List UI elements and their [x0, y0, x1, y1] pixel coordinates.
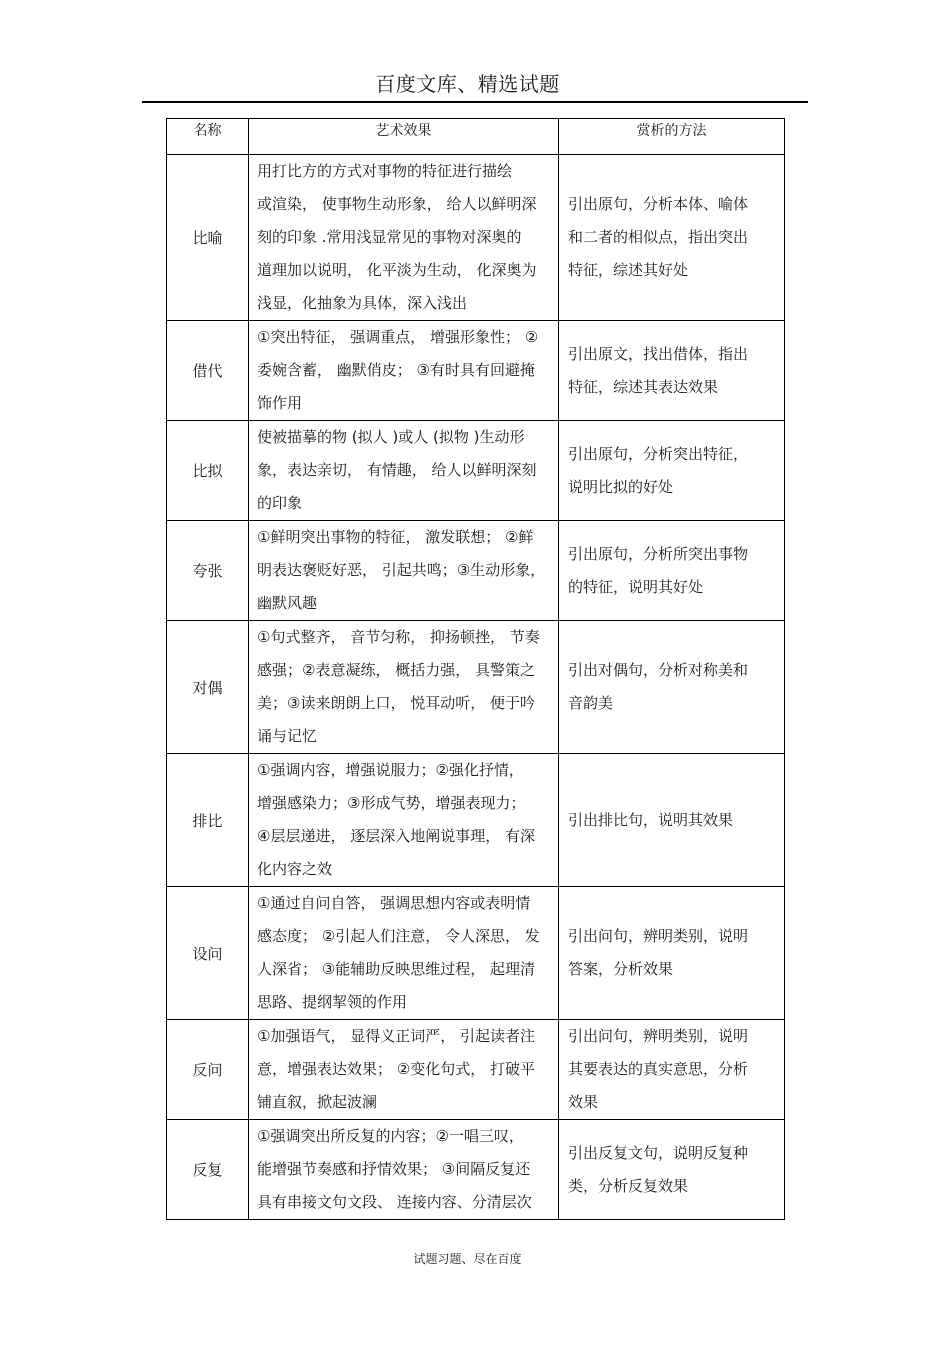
art-effect-line: ①加强语气， 显得义正词严， 引起读者注 [257, 1027, 535, 1045]
appreciation-method-cell [559, 754, 785, 887]
art-effect-line: 具有串接文句文段、 连接内容、分清层次 [257, 1193, 532, 1211]
table-row [167, 321, 785, 421]
art-effect-cell [249, 421, 559, 521]
rhetoric-name-cell: 反复 [167, 1120, 249, 1220]
art-effect-line: 人深省； ③能辅助反映思维过程， 起理清 [257, 960, 535, 978]
appreciation-method-line: 其要表达的真实意思，分析 [568, 1060, 749, 1078]
appreciation-method-line: 说明比拟的好处 [568, 477, 674, 496]
appreciation-method-line: 引出原句，分析突出特征， [568, 444, 749, 463]
table-row [167, 155, 785, 321]
appreciation-method-line: 引出问句，辨明类别，说明 [568, 927, 749, 945]
art-effect-line: 使被描摹的物 (拟人 )或人 (拟物 )生动形 [257, 428, 525, 446]
art-effect-line: 美；③读来朗朗上口， 悦耳动听， 便于吟 [257, 694, 535, 712]
art-effect-line: 用打比方的方式对事物的特征进行描绘 [257, 162, 513, 180]
art-effect-line: 象，表达亲切， 有情趣， 给人以鲜明深刻 [257, 461, 537, 479]
rhetoric-name-cell: 借代 [167, 321, 249, 421]
art-effect-cell [249, 521, 559, 621]
appreciation-method-line: 引出对偶句，分析对称美和 [568, 661, 749, 679]
appreciation-method-line: 效果 [568, 1093, 599, 1111]
art-effect-line: 思路、提纲挈领的作用 [257, 993, 408, 1011]
art-effect-cell [249, 321, 559, 421]
appreciation-method-cell [559, 621, 785, 754]
page-footer: 试题习题、尽在百度 [413, 1252, 522, 1266]
table-row [167, 521, 785, 621]
art-effect-line: 能增强节奏感和抒情效果； ③间隔反复还 [257, 1160, 531, 1178]
appreciation-method-line: 答案，分析效果 [568, 960, 674, 978]
art-effect-line: ①强调内容，增强说服力；②强化抒情， [257, 761, 524, 779]
appreciation-method-cell [559, 1120, 785, 1220]
art-effect-line: ①鲜明突出事物的特征， 激发联想； ②鲜 [257, 528, 534, 546]
appreciation-method-line: 引出反复文句，说明反复种 [568, 1143, 749, 1162]
appreciation-method-line: 引出原句，分析所突出事物 [568, 544, 749, 563]
art-effect-line: 饰作用 [257, 394, 303, 412]
art-effect-line: 感强；②表意凝练， 概括力强， 具警策之 [257, 661, 535, 679]
art-effect-line: 或渲染， 使事物生动形象， 给人以鲜明深 [257, 195, 537, 213]
art-effect-line: ①强调突出所反复的内容；②一唱三叹， [257, 1127, 524, 1145]
rhetoric-name-cell: 比拟 [167, 421, 249, 521]
table-row [167, 887, 785, 1020]
appreciation-method-line: 引出问句，辨明类别，说明 [568, 1027, 749, 1045]
art-effect-line: 铺直叙，掀起波澜 [257, 1093, 378, 1111]
rhetoric-table [166, 118, 785, 1220]
art-effect-line: ①通过自问自答， 强调思想内容或表明情 [257, 894, 531, 912]
appreciation-method-cell [559, 321, 785, 421]
art-effect-line: 化内容之效 [257, 860, 333, 878]
art-effect-line: 诵与记忆 [257, 727, 318, 745]
appreciation-method-cell [559, 421, 785, 521]
table-row [167, 754, 785, 887]
art-effect-line: 感态度； ②引起人们注意， 令人深思， 发 [257, 927, 540, 945]
table-row [167, 421, 785, 521]
table-row [167, 1020, 785, 1120]
column-header-effect: 艺术效果 [249, 119, 559, 155]
appreciation-method-line: 引出原句，分析本体、喻体 [568, 195, 749, 213]
rhetoric-name-cell: 夸张 [167, 521, 249, 621]
art-effect-cell [249, 621, 559, 754]
art-effect-line: 道理加以说明， 化平淡为生动， 化深奥为 [257, 261, 537, 279]
art-effect-line: 浅显，化抽象为具体，深入浅出 [257, 294, 468, 312]
art-effect-line: ①突出特征， 强调重点， 增强形象性； ② [257, 328, 539, 346]
appreciation-method-line: 类，分析反复效果 [568, 1176, 689, 1195]
art-effect-cell [249, 887, 559, 1020]
table-body [167, 155, 785, 1220]
table-row [167, 1120, 785, 1220]
art-effect-line: 意，增强表达效果； ②变化句式， 打破平 [257, 1060, 535, 1078]
rhetoric-name-cell: 排比 [167, 754, 249, 887]
art-effect-line: 增强感染力；③形成气势，增强表现力； [257, 794, 526, 812]
appreciation-method-cell [559, 887, 785, 1020]
art-effect-cell [249, 1020, 559, 1120]
art-effect-line: 幽默风趣 [257, 594, 318, 612]
column-header-name: 名称 [167, 119, 249, 155]
art-effect-line: 刻的印象 .常用浅显常见的事物对深奥的 [257, 228, 522, 246]
rhetoric-name-cell: 反问 [167, 1020, 249, 1120]
appreciation-method-line: 特征，综述其表达效果 [568, 377, 719, 396]
appreciation-method-line: 的特征，说明其好处 [568, 577, 704, 596]
column-header-method: 赏析的方法 [559, 119, 785, 155]
art-effect-line: 明表达褒贬好恶， 引起共鸣；③生动形象， [257, 561, 546, 579]
art-effect-cell [249, 1120, 559, 1220]
appreciation-method-cell [559, 155, 785, 321]
art-effect-line: ①句式整齐， 音节匀称， 抑扬顿挫， 节奏 [257, 628, 540, 646]
appreciation-method-line: 特征，综述其好处 [568, 261, 689, 279]
art-effect-line: ④层层递进， 逐层深入地阐说事理， 有深 [257, 827, 535, 845]
appreciation-method-line: 音韵美 [568, 694, 614, 712]
appreciation-method-line: 引出原文，找出借体，指出 [568, 344, 749, 363]
table-row [167, 621, 785, 754]
appreciation-method-line: 和二者的相似点，指出突出 [568, 228, 749, 246]
rhetoric-name-cell: 比喻 [167, 155, 249, 321]
art-effect-cell [249, 754, 559, 887]
header-rule [142, 101, 808, 103]
appreciation-method-cell [559, 1020, 785, 1120]
appreciation-method-line: 引出排比句，说明其效果 [568, 810, 734, 829]
rhetoric-name-cell: 设问 [167, 887, 249, 1020]
table-header-row [167, 119, 785, 155]
rhetoric-name-cell: 对偶 [167, 621, 249, 754]
appreciation-method-cell [559, 521, 785, 621]
art-effect-line: 委婉含蓄， 幽默俏皮； ③有时具有回避掩 [257, 361, 535, 379]
art-effect-line: 的印象 [257, 494, 303, 512]
art-effect-cell [249, 155, 559, 321]
page-header-title: 百度文库、精选试题 [375, 72, 560, 96]
